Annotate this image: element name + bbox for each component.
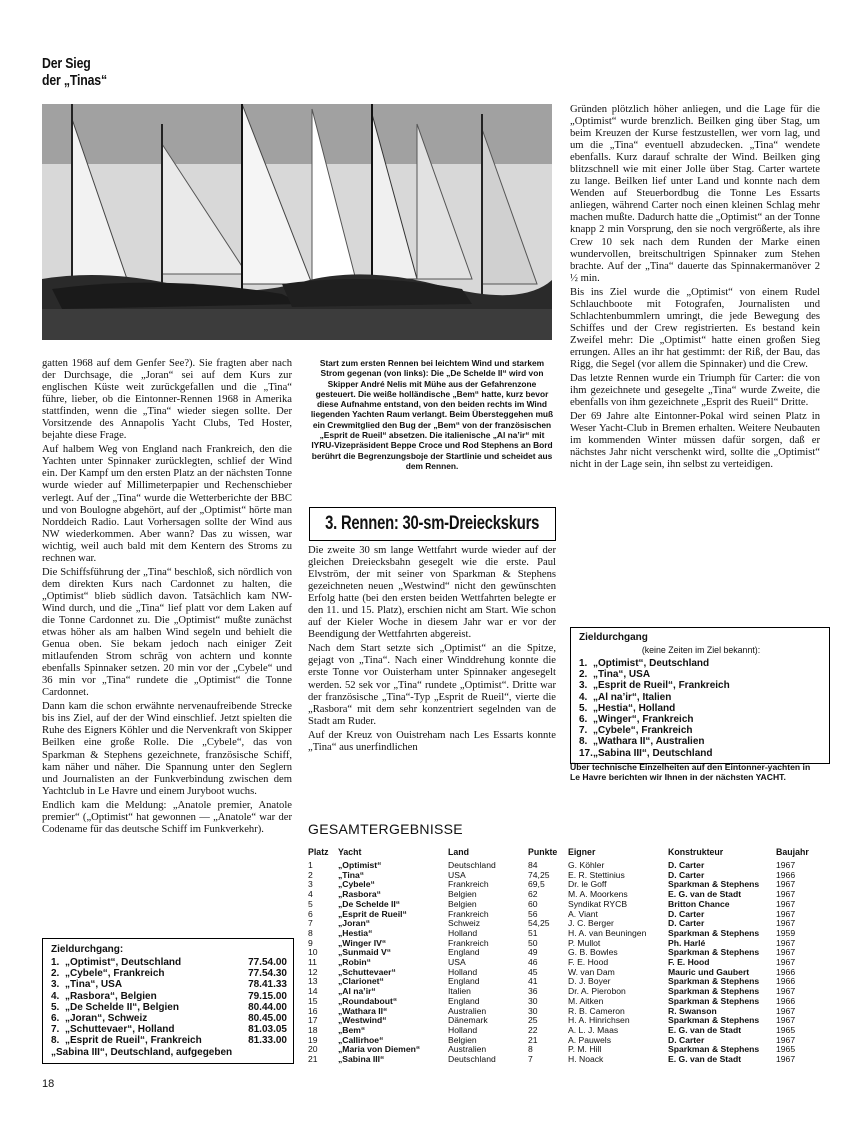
left-paragraph: Auf halbem Weg von England nach Frankreich, den die Yachten unter Spinnaker zurücklegten, schlief der Wind ein. Der Kampf um den ersten Platz an der nächsten Tonne wurde wieder auf Millimeterpapier und Rechenschieber verlegt. Auf der „Tina“ wurde die Wetterberichte der BBC und von Boulogne abgehört, auf der „Optimist“ hörte man Norddeich Radio. Laut Vorhersagen sollte der Wind aus NW wiederkommen. Aber wann? Das zu wissen, war wichtig, weil auch bald mit dem Kentern des Stroms zu rechnen war. (42, 444, 292, 564)
results-header-row (308, 847, 822, 861)
year-cell: 1967 (776, 908, 796, 919)
designer-cell: R. Swanson (668, 1005, 717, 1016)
owner-cell: Dr. le Goff (568, 879, 607, 890)
country-cell: Frankreich (448, 879, 489, 890)
points-cell: 22 (528, 1024, 538, 1035)
owner-cell: G. B. Bowles (568, 947, 618, 958)
year-cell: 1967 (776, 860, 796, 870)
finish-time: 77.54.00 (248, 957, 287, 968)
designer-cell: Sparkman & Stephens (668, 879, 760, 890)
finish-time: 80.44.00 (248, 1001, 287, 1013)
designer-cell: Britton Chance (668, 898, 730, 909)
points-cell: 41 (528, 976, 538, 987)
points-cell: 7 (528, 1054, 533, 1065)
owner-cell: A. Pauwels (568, 1034, 611, 1045)
country-cell: Frankreich (448, 937, 489, 948)
rank: 2. (51, 968, 60, 980)
finish-time: 78.41.33 (248, 979, 287, 991)
points-cell: 74,25 (528, 869, 550, 880)
yacht-cell: „Westwind“ (338, 1015, 387, 1026)
headline-line-2: der „Tinas“ (42, 72, 107, 89)
col-header: Platz (308, 847, 329, 857)
year-cell: 1966 (776, 966, 796, 977)
yacht-cell: „Robin“ (338, 957, 371, 968)
points-cell: 62 (528, 889, 538, 900)
rank-cell: 16 (308, 1005, 318, 1016)
table-row (308, 861, 822, 871)
owner-cell: W. van Dam (568, 966, 615, 977)
owner-cell: M. Aitken (568, 995, 604, 1006)
designer-cell: Sparkman & Stephens (668, 1044, 760, 1055)
yacht-entry: „Hestia“, Holland (593, 702, 676, 714)
owner-cell: J. C. Berger (568, 918, 614, 929)
rank-cell: 19 (308, 1034, 318, 1045)
owner-cell: F. E. Hood (568, 957, 609, 968)
owner-cell: Syndikat RYCB (568, 898, 628, 909)
year-cell: 1967 (776, 957, 796, 968)
points-cell: 84 (528, 860, 538, 870)
rank: 4. (51, 990, 60, 1002)
yacht-entry: „Rasbora“, Belgien (65, 990, 157, 1002)
year-cell: 1967 (776, 918, 796, 929)
rank-cell: 20 (308, 1044, 318, 1055)
yacht-cell: „Callirhoe“ (338, 1034, 384, 1045)
rank: 8. (579, 736, 588, 748)
right-paragraph: Bis ins Ziel wurde die „Optimist“ von einem Rudel Schlauchboote mit Fotografen, Journalisten und Schlachtenbummlern umringt, die jede Bewegung des Schiffes und der Crew registrierten. Es bestand kein Zweifel mehr: Die „Optimist“ hatte einen großen Sieg errungen. Alles an ihr hat gestimmt: der Riß, der Bau, das Rigg, die Segel (vor allem die Spinnaker) und die Crew. (570, 286, 820, 370)
rank: 2. (579, 669, 588, 681)
year-cell: 1966 (776, 995, 796, 1006)
country-cell: Belgien (448, 898, 477, 909)
owner-cell: A. L. J. Maas (568, 1024, 619, 1035)
rank-cell: 10 (308, 947, 318, 958)
country-cell: Deutschland (448, 860, 496, 870)
page-number: 18 (42, 1078, 55, 1090)
yacht-cell: „Esprit de Rueil“ (338, 908, 407, 919)
article-headline (42, 55, 107, 89)
photo-sailing-yachts-icon (42, 104, 552, 340)
yacht-cell: „Sunmaid V“ (338, 947, 392, 958)
finish-time: 81.33.00 (248, 1035, 287, 1047)
points-cell: 51 (528, 927, 538, 938)
middle-column-text (308, 545, 556, 756)
points-cell: 60 (528, 898, 538, 909)
country-cell: Holland (448, 927, 478, 938)
points-cell: 46 (528, 957, 538, 968)
col-header: Land (448, 847, 470, 857)
year-cell: 1965 (776, 1044, 796, 1055)
designer-cell: Sparkman & Stephens (668, 986, 760, 997)
owner-cell: H. A. van Beuningen (568, 927, 647, 938)
finish-time: 81.03.05 (248, 1024, 287, 1036)
rank-cell: 2 (308, 869, 313, 880)
year-cell: 1967 (776, 879, 796, 890)
yacht-cell: „Winger IV“ (338, 937, 387, 948)
country-cell: Australien (448, 1044, 487, 1055)
mid-paragraph: Auf der Kreuz von Ouistreham nach Les Essarts konnte „Tina“ aus unerfindlichen (308, 729, 556, 753)
mid-paragraph: Nach dem Start setzte sich „Optimist“ an die Spitze, gejagt von „Tina“. Nach einer Winddrehung konnte die erste Tonne vor Ouisterham unter Spinnaker angesegelt werden. 52 sek vor „Tina“ rundete „Optimist“. Dritte war der französische „Tina“-Typ „Esprit de Rueil“, vierte die „Rasbora“ mit dem sehr konzentriert segelnden van de Stadt am Ruder. (308, 643, 556, 727)
rank-cell: 6 (308, 908, 313, 919)
table-row (308, 910, 822, 920)
points-cell: 54,25 (528, 918, 550, 929)
table-row (308, 1045, 822, 1055)
country-cell: Frankreich (448, 908, 489, 919)
right-paragraph: Das letzte Rennen wurde ein Triumph für Carter: die von ihm gezeichnete und gesegelte „Tina“ wurde Zweite, die ebenfalls von ihm gezeichnete „Esprit des Rueil“ Dritte. (570, 373, 820, 409)
results-table (308, 847, 822, 1065)
box-subtitle: (keine Zeiten im Ziel bekannt): (641, 645, 761, 655)
left-paragraph: Endlich kam die Meldung: „Anatole premier, Anatole premier“ („Optimist“ hat gewonnen — „Anatole“ war der Codename für das deutsche Schiff im Funkverkehr). (42, 799, 292, 835)
yacht-cell: „Rasbora“ (338, 889, 381, 900)
designer-cell: D. Carter (668, 869, 705, 880)
owner-cell: R. B. Cameron (568, 1005, 625, 1016)
yacht-cell: „Clarionet“ (338, 976, 384, 987)
country-cell: Belgien (448, 889, 477, 900)
country-cell: USA (448, 957, 466, 968)
col-header: Konstrukteur (668, 847, 724, 857)
rank-cell: 9 (308, 937, 313, 948)
yacht-cell: „Roundabout“ (338, 995, 398, 1006)
owner-cell: P. Mullot (568, 937, 601, 948)
year-cell: 1967 (776, 986, 796, 997)
yacht-entry: „Sabina III“, Deutschland, aufgegeben (51, 1046, 233, 1058)
rank: 8. (51, 1035, 60, 1047)
points-cell: 30 (528, 995, 538, 1006)
rank: 3. (51, 979, 60, 991)
owner-cell: D. J. Boyer (568, 976, 611, 987)
rank-cell: 8 (308, 927, 313, 938)
left-column-text (42, 358, 292, 838)
rank-cell: 5 (308, 898, 313, 909)
designer-cell: D. Carter (668, 860, 705, 870)
rank-cell: 21 (308, 1054, 318, 1065)
col-header: Baujahr (776, 847, 809, 857)
country-cell: Holland (448, 966, 478, 977)
rank-cell: 1 (308, 860, 313, 870)
table-row (308, 1026, 822, 1036)
next-issue-note: Über technische Einzelheiten auf den Eintonner-yachten in Le Havre berichten wir Ihnen in der nächsten YACHT. (570, 762, 811, 783)
yacht-cell: „De Schelde II“ (338, 898, 401, 909)
country-cell: Dänemark (448, 1015, 488, 1026)
rank-cell: 3 (308, 879, 313, 890)
points-cell: 25 (528, 1015, 538, 1026)
rank: 7. (579, 725, 588, 737)
country-cell: Italien (448, 986, 471, 997)
owner-cell: P. M. Hill (568, 1044, 602, 1055)
owner-cell: Dr. A. Pierobon (568, 986, 626, 997)
yacht-entry: „Winger“, Frankreich (593, 714, 694, 726)
yacht-cell: „Hestia“ (338, 927, 373, 938)
owner-cell: E. R. Stettinius (568, 869, 625, 880)
year-cell: 1967 (776, 937, 796, 948)
yacht-cell: „Maria von Diemen“ (338, 1044, 421, 1055)
country-cell: Schweiz (448, 918, 480, 929)
year-cell: 1967 (776, 1034, 796, 1045)
country-cell: Holland (448, 1024, 478, 1035)
owner-cell: H. A. Hinrichsen (568, 1015, 630, 1026)
yacht-cell: „Joran“ (338, 918, 370, 929)
yacht-cell: „Sabina III“ (338, 1054, 385, 1065)
country-cell: England (448, 947, 480, 958)
left-paragraph: gatten 1968 auf dem Genfer See?). Sie fragten aber nach der Durchsage, die „Joran“ sei auf dem Kurs zur englischen Küste weit zurückgefallen und die „Tina“ führe, lieber, ob die Eintonner-Rennen 1968 in Amerika stattfinden, wenn die „Tina“ wieder siegen sollte. Der Vorsitzende des Annapolis Yacht Clubs, Ted Hoster, bejahte diese Frage. (42, 358, 292, 442)
designer-cell: D. Carter (668, 908, 705, 919)
rank-cell: 4 (308, 889, 313, 900)
box-title: Zieldurchgang (579, 632, 648, 643)
year-cell: 1967 (776, 889, 796, 900)
designer-cell: F. E. Hood (668, 957, 710, 968)
year-cell: 1967 (776, 898, 796, 909)
yacht-entry: „Cybele“, Frankreich (65, 968, 165, 980)
year-cell: 1966 (776, 869, 796, 880)
designer-cell: Sparkman & Stephens (668, 995, 760, 1006)
col-header: Yacht (338, 847, 362, 857)
left-paragraph: Dann kam die schon erwähnte nervenaufreibende Strecke bis ins Ziel, auf der der Wind einschlief. Jetzt spielten die Ruhe des Eigners Köhler und die Nervenkraft von Skipper Beilken eine große Rolle. Die „Cybele“, das von Sparkman & Stephens gezeichnete, französische Schiff, kam näher und näher. Die Spannung unter den Seglern und Journalisten an der Funkverbindung zwischen dem Yachtclub in Le Havre und einem Juryboot wuchs. (42, 701, 292, 797)
year-cell: 1967 (776, 947, 796, 958)
results-body (308, 861, 822, 1065)
rank-cell: 14 (308, 986, 318, 997)
yacht-cell: „Bem“ (338, 1024, 366, 1035)
country-cell: USA (448, 869, 466, 880)
year-cell: 1959 (776, 927, 796, 938)
results-title: GESAMTERGEBNISSE (308, 821, 463, 837)
country-cell: Belgien (448, 1034, 477, 1045)
yacht-entry: „De Schelde II“, Belgien (65, 1001, 179, 1013)
designer-cell: Sparkman & Stephens (668, 947, 760, 958)
points-cell: 36 (528, 986, 538, 997)
yacht-cell: „Wathara II“ (338, 1005, 388, 1016)
headline-line-1: Der Sieg (42, 55, 91, 72)
rank-cell: 18 (308, 1024, 318, 1035)
col-header: Eigner (568, 847, 596, 857)
owner-cell: H. Noack (568, 1054, 604, 1065)
photo-caption: Start zum ersten Rennen bei leichtem Wind und starkem Strom gegenan (von links): Die „De Schelde II“ wird von Skipper André Nelis mit Mühe aus der Gefahrenzone gesteuert. Die weiße holländische „Bem“ hatte, kurz bevor diese Aufnahme entstand, von den beiden rechts im Wind liegenden Yachten Raum verlangt. Beim Übersteggehen muß ein Crewmitglied den Bug der „Bem“ von der französischen „Esprit de Rueil“ absetzen. Die italienische „Al na’ir“ mit IYRU-Vizepräsident Beppe Croce und Rod Stephens an Bord berührt die Begrenzungsboje der Startlinie und scheidet aus dem Rennen. (310, 358, 554, 471)
yacht-entry: „Tina“, USA (65, 979, 123, 991)
table-row (308, 948, 822, 958)
yacht-cell: „Optimist“ (338, 860, 382, 870)
rank-cell: 15 (308, 995, 318, 1006)
year-cell: 1967 (776, 1005, 796, 1016)
designer-cell: E. G. van de Stadt (668, 1024, 742, 1035)
rank: 7. (51, 1024, 60, 1036)
yacht-cell: „Cybele“ (338, 879, 375, 890)
mid-paragraph: Die zweite 30 sm lange Wettfahrt wurde wieder auf der gleichen Dreiecksbahn gesegelt wie die erste. Paul Elvström, der mit seiner von Sparkman & Stephens gezeichneten neuen „Westwind“ nicht den gewünschten Erfolg hatte (bei den ersten beiden Wettfahrten belegte er den 11. und 15. Platz), erschien nicht am Start. Wie schon auf der Kieler Woche in diesem Jahr war er vor der Beendigung der Wettfahrten abgereist. (308, 545, 556, 641)
points-cell: 50 (528, 937, 538, 948)
designer-cell: E. G. van de Stadt (668, 889, 742, 900)
points-cell: 30 (528, 1005, 538, 1016)
sailing-photo (42, 104, 552, 340)
yacht-cell: „Tina“ (338, 869, 365, 880)
yacht-entry: „Al na’ir“, Italien (593, 691, 672, 703)
right-paragraph: Gründen plötzlich höher anliegen, und die Lage für die „Optimist“ wurde brenzlich. Beilken ging über Stag, um beim Kreuzen der Kurse festzustellen, wer vorn lag, und um die „Tina“ eventuell abzudecken. „Tina“ wendete ebenfalls. Kurz darauf schralte der Wind. Beilken ging blitzschnell wie mit einer Jolle über Stag. Carter wartete zu lange. Beilken lief unter Land und konnte nach dem Wenden auf Steuerbordbug die Tonne Les Essarts anliegen, während Carter noch einen kleinen Schlag mehr machen mußte. Dadurch hatte die „Optimist“ an der Tonne knapp 2 min Vorsprung, den sie noch vergrößerte, als ihre Crew 10 sek nach dem Runden der Marke einen wundervollen, breitschultrigen Spinnaker zum Stehen brachte. Auf der „Tina“ dauerte das Spinnakermanöver 2 ½ min. (570, 104, 820, 284)
table-row (308, 1016, 822, 1026)
designer-cell: D. Carter (668, 1034, 705, 1045)
country-cell: Australien (448, 1005, 487, 1016)
rank-cell: 11 (308, 957, 317, 968)
owner-cell: A. Viant (568, 908, 598, 919)
table-row (308, 880, 822, 890)
yacht-entry: „Optimist“, Deutschland (593, 658, 710, 669)
rank: 3. (579, 680, 588, 692)
year-cell: 1965 (776, 1024, 796, 1035)
country-cell: Deutschland (448, 1054, 496, 1065)
yacht-entry: „Sabina III“, Deutschland (593, 747, 713, 759)
points-cell: 8 (528, 1044, 533, 1055)
rank-cell: 12 (308, 966, 318, 977)
section-heading-box (309, 507, 556, 541)
designer-cell: D. Carter (668, 918, 705, 929)
yacht-entry: „Optimist“, Deutschland (65, 957, 182, 968)
yacht-entry: „Esprit de Rueil“, Frankreich (65, 1035, 202, 1047)
designer-cell: E. G. van de Stadt (668, 1054, 742, 1065)
finish-time: 79.15.00 (248, 990, 287, 1002)
points-cell: 45 (528, 966, 538, 977)
yacht-entry: „Tina“, USA (593, 669, 651, 681)
rank: 1. (579, 658, 588, 669)
rank: 17. (579, 747, 593, 759)
points-cell: 21 (528, 1034, 538, 1045)
yacht-entry: „Cybele“, Frankreich (593, 725, 693, 737)
designer-cell: Sparkman & Stephens (668, 927, 760, 938)
finish-box-race-3 (570, 627, 830, 764)
rank: 6. (51, 1013, 60, 1025)
rank: 5. (51, 1001, 60, 1013)
rank: 5. (579, 702, 588, 714)
points-cell: 49 (528, 947, 538, 958)
finish-time: 77.54.30 (248, 968, 287, 980)
yacht-cell: „Schuttevaer“ (338, 966, 396, 977)
right-column-text (570, 104, 820, 473)
rank: 1. (51, 957, 60, 968)
year-cell: 1966 (776, 976, 796, 987)
points-cell: 56 (528, 908, 538, 919)
year-cell: 1967 (776, 1015, 796, 1026)
rank: 4. (579, 691, 588, 703)
yacht-cell: „Al na’ir“ (338, 986, 376, 997)
rank: 6. (579, 714, 588, 726)
right-paragraph: Der 69 Jahre alte Eintonner-Pokal wird seinen Platz in Weser Yacht-Club in Bremen erhalten. Weitere Neubauten im kommenden Winter müssen dafür sorgen, daß er nächstes Jahr nicht verschenkt wird, sollte die „Optimist“ nicht in der Lage sein, ihn selbst zu verteidigen. (570, 411, 820, 471)
table-row (308, 1055, 822, 1065)
designer-cell: Mauric und Gaubert (668, 966, 750, 977)
section-heading: 3. Rennen: 30-sm-Dreieckskurs (325, 513, 540, 534)
rank-cell: 13 (308, 976, 318, 987)
owner-cell: G. Köhler (568, 860, 605, 870)
rank-cell: 7 (308, 918, 313, 929)
owner-cell: M. A. Moorkens (568, 889, 628, 900)
yacht-entry: „Esprit de Rueil“, Frankreich (593, 680, 730, 692)
col-header: Punkte (528, 847, 558, 857)
year-cell: 1967 (776, 1054, 796, 1065)
designer-cell: Sparkman & Stephens (668, 976, 760, 987)
country-cell: England (448, 976, 480, 987)
designer-cell: Ph. Harlé (668, 937, 706, 948)
points-cell: 69,5 (528, 879, 545, 890)
yacht-entry: „Schuttevaer“, Holland (65, 1024, 175, 1036)
designer-cell: Sparkman & Stephens (668, 1015, 760, 1026)
yacht-entry: „Wathara II“, Australien (593, 736, 705, 748)
finish-time: 80.45.00 (248, 1013, 287, 1025)
left-paragraph: Die Schiffsführung der „Tina“ beschloß, sich nördlich von dem direkten Kurs nach Cardonnet zu halten, die „Optimist“ blieb südlich davon. Tatsächlich kam NW-Wind durch, und die „Tina“ lief platt vor dem Laken auf die Tonne Cardonnet zu. Die „Optimist“ mußte zunächst etwas höher als am halben Wind segeln und behielt die Genua oben. Sie bekam jedoch nach einiger Zeit mitlaufenden Strom schräg von achtern und konnte ebenfalls Spinnaker setzen. 20 min vor der „Cybele“ und 36 min vor „Tina“ rundete die „Optimist“ die Tonne Cardonnet. (42, 566, 292, 699)
yacht-entry: „Joran“, Schweiz (65, 1013, 148, 1025)
finish-box-race-2 (42, 938, 294, 1064)
box-title: Zieldurchgang: (51, 944, 124, 955)
country-cell: England (448, 995, 480, 1006)
rank-cell: 17 (308, 1015, 318, 1026)
